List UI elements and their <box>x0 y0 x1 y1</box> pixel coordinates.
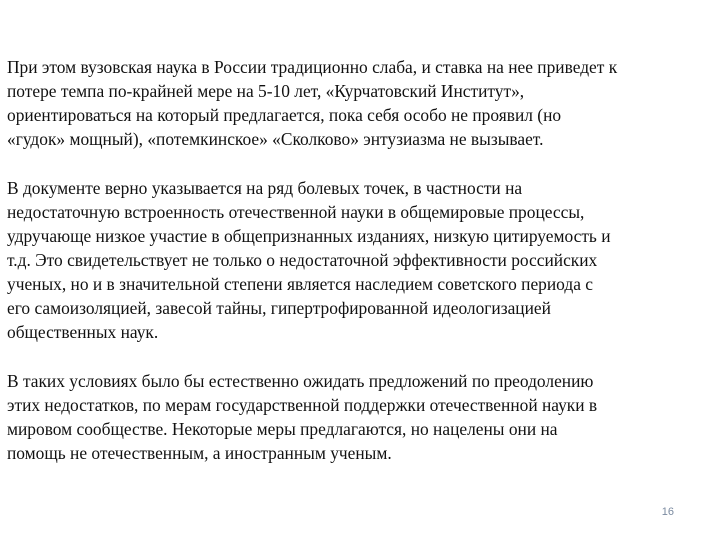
page-number: 16 <box>661 506 674 518</box>
paragraph-3: В таких условиях было бы естественно ожидать предложений по преодолению этих недостатков, по мерам государственной поддержки отечественной науки в мировом сообществе. Некоторые меры предлагаются, но нацелены они на помощь не отечественным, а иностранным ученым. <box>7 371 598 463</box>
slide-body <box>7 55 719 465</box>
paragraph-1: При этом вузовская наука в России традиционно слаба, и ставка на нее приведет к потере темпа по-крайней мере на 5-10 лет, «Курчатовский Институт», ориентироваться на который предлагается, пока себя особо не проявил (но «гудок» мощный), «потемкинское» «Сколково» энтузиазма не вызывает. <box>7 57 618 149</box>
paragraph-2: В документе верно указывается на ряд болевых точек, в частности на недостаточную встроенность отечественной науки в общемировые процессы, удручающе низкое участие в общепризнанных изданиях, низкую цитируемость и т.д. Это свидетельствует не только о недостаточной эффективности российских ученых, но и в значительной степени является наследием советского периода с его самоизоляцией, завесой тайны, гипертрофированной идеологизацией общественных наук. <box>7 178 611 342</box>
